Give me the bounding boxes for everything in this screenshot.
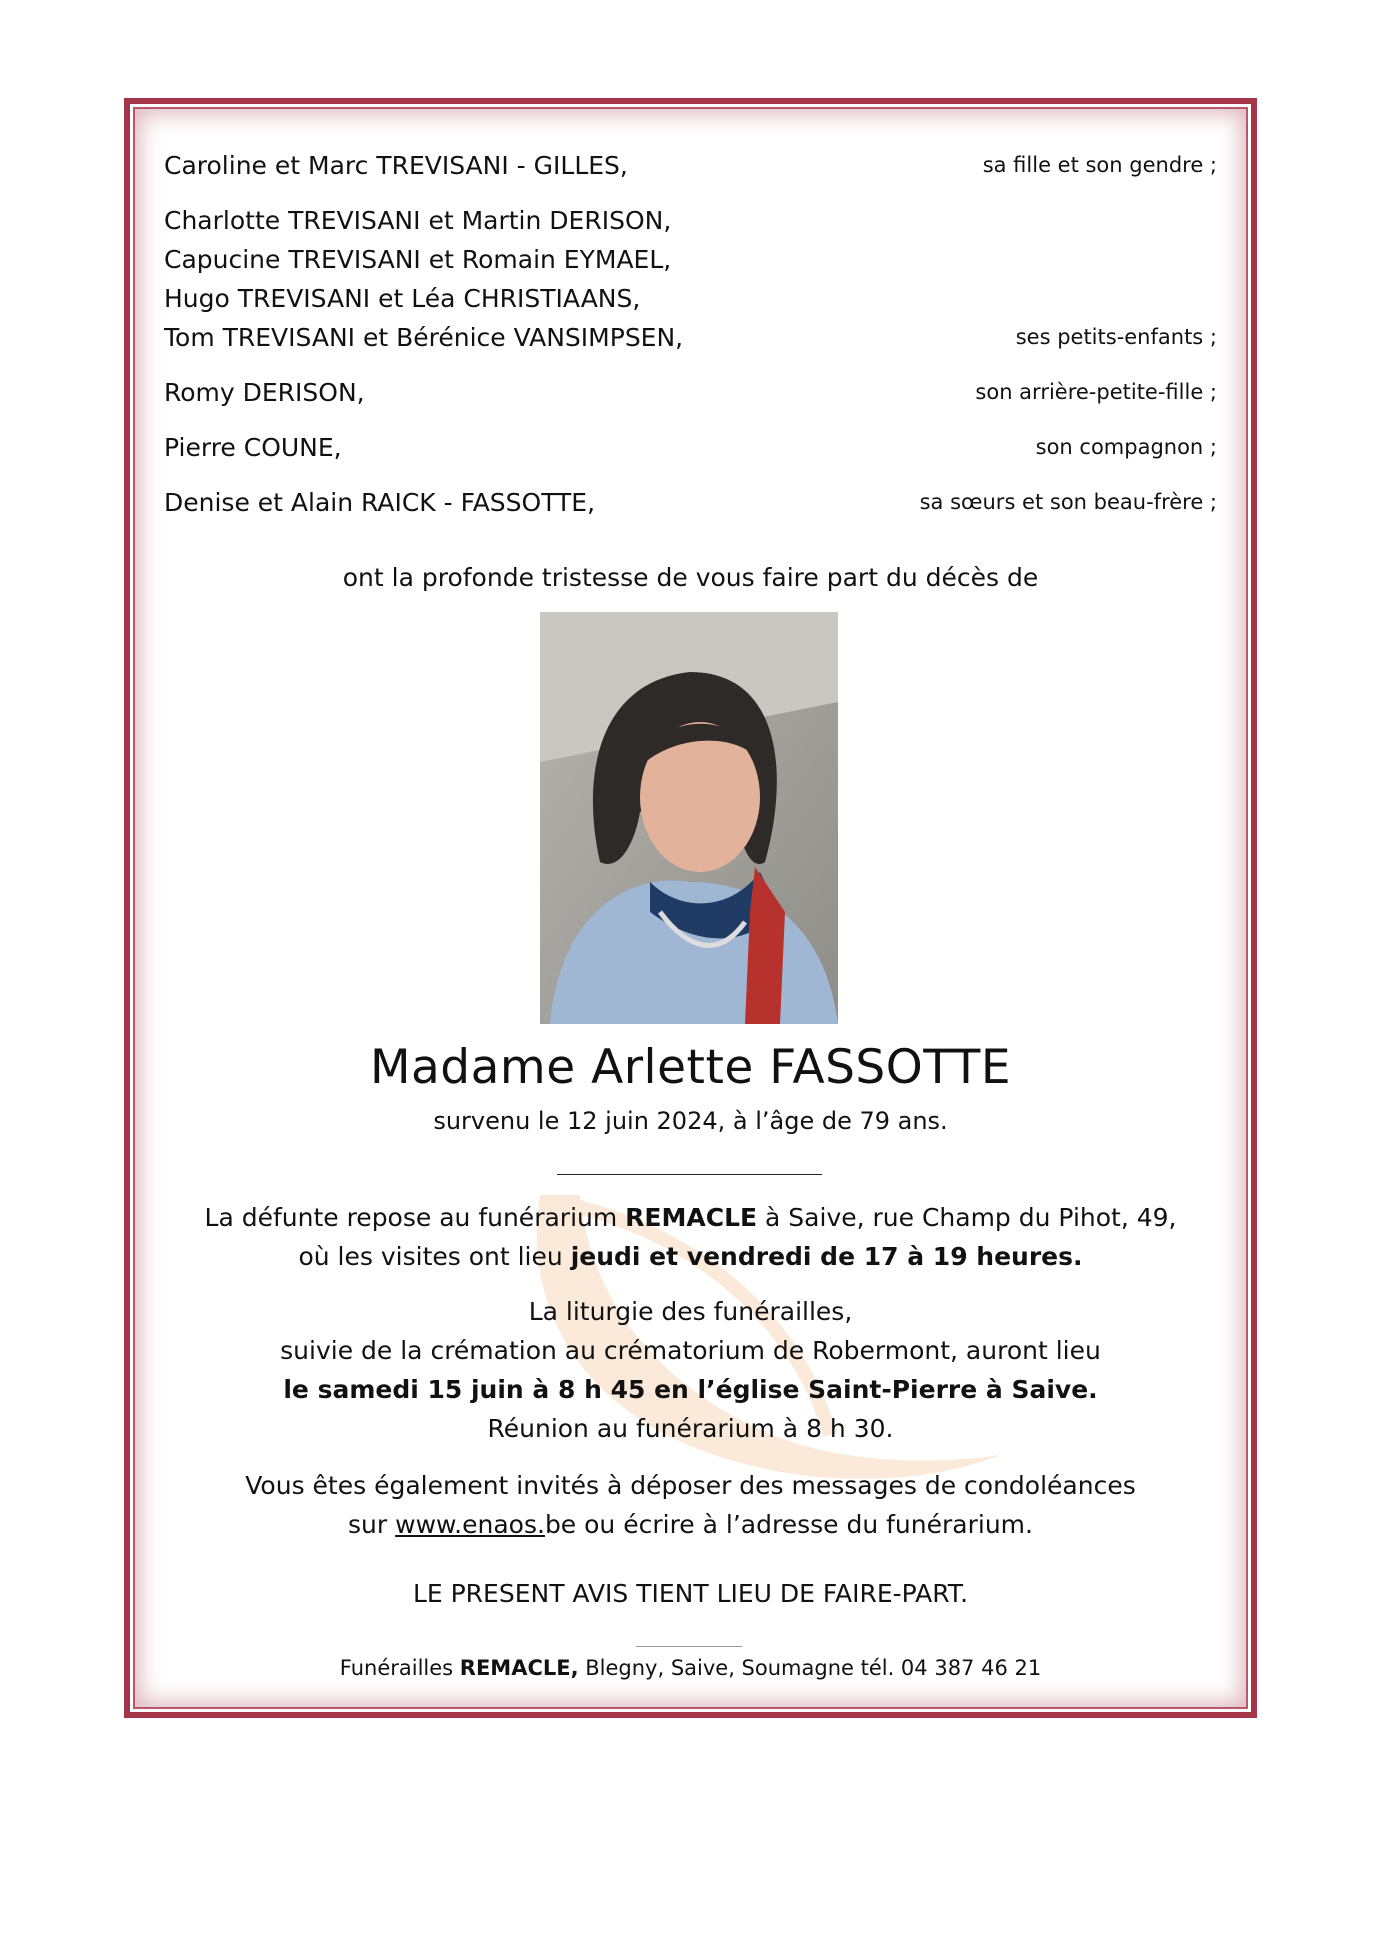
family-relation: sa sœurs et son beau-frère ;: [919, 490, 1217, 514]
footer-contact: Blegny, Saive, Soumagne tél. 04 387 46 21: [578, 1656, 1042, 1680]
family-relation: ses petits-enfants ;: [1015, 325, 1217, 349]
family-name: Pierre COUNE,: [164, 433, 342, 462]
footer-divider: [636, 1646, 742, 1647]
death-info: survenu le 12 juin 2024, à l’âge de 79 ans.: [433, 1107, 948, 1135]
condolences-text: sur: [348, 1510, 396, 1539]
family-name: Caroline et Marc TREVISANI - GILLES,: [164, 151, 628, 180]
liturgy-date: le samedi 15 juin à 8 h 45 en l’église Saint-Pierre à Saive.: [283, 1375, 1098, 1404]
condolences-line: Vous êtes également invités à déposer des messages de condoléances: [245, 1471, 1136, 1500]
family-relation: son arrière-petite-fille ;: [975, 380, 1217, 404]
portrait-photo: [540, 612, 838, 1024]
liturgy-info: [124, 1292, 1257, 1448]
intro-text: ont la profonde tristesse de vous faire part du décès de: [342, 563, 1039, 592]
family-row-grandchildren: [164, 201, 1219, 357]
footer-text: Funérailles: [339, 1656, 460, 1680]
family-name: Tom TREVISANI et Bérénice VANSIMPSEN,: [164, 323, 684, 352]
funeral-home-name: REMACLE: [625, 1203, 758, 1232]
footer: [124, 1656, 1257, 1680]
family-name: Charlotte TREVISANI et Martin DERISON,: [164, 206, 672, 235]
family-relation: son compagnon ;: [1035, 435, 1217, 459]
footer-brand: REMACLE,: [459, 1656, 579, 1680]
condolences-text: be ou écrire à l’adresse du funérarium.: [544, 1510, 1033, 1539]
family-name: Capucine TREVISANI et Romain EYMAEL,: [164, 245, 672, 274]
liturgy-line: Réunion au funérarium à 8 h 30.: [487, 1414, 894, 1443]
family-relation: sa fille et son gendre ;: [982, 153, 1217, 177]
visit-info: [124, 1198, 1257, 1276]
family-row-great-granddaughter: [164, 373, 1219, 412]
family-name: Hugo TREVISANI et Léa CHRISTIAANS,: [164, 284, 641, 313]
divider: [557, 1174, 822, 1175]
visit-text: La défunte repose au funérarium: [204, 1203, 626, 1232]
family-row-companion: [164, 428, 1219, 467]
visit-hours: jeudi et vendredi de 17 à 19 heures.: [570, 1242, 1083, 1271]
liturgy-line: suivie de la crémation au crématorium de Robermont, auront lieu: [280, 1336, 1101, 1365]
family-list: [164, 146, 1219, 522]
family-row-sister: [164, 483, 1219, 522]
family-name: Romy DERISON,: [164, 378, 365, 407]
family-row-daughter: [164, 146, 1219, 185]
family-name: Denise et Alain RAICK - FASSOTTE,: [164, 488, 596, 517]
liturgy-line: La liturgie des funérailles,: [528, 1297, 853, 1326]
condolences-info: [124, 1466, 1257, 1544]
deceased-name: Madame Arlette FASSOTTE: [369, 1040, 1012, 1095]
website-link[interactable]: www.enaos.: [395, 1510, 545, 1539]
visit-text: où les visites ont lieu: [298, 1242, 571, 1271]
visit-address: à Saive, rue Champ du Pihot, 49,: [757, 1203, 1177, 1232]
notice-text: LE PRESENT AVIS TIENT LIEU DE FAIRE-PART.: [412, 1579, 969, 1608]
